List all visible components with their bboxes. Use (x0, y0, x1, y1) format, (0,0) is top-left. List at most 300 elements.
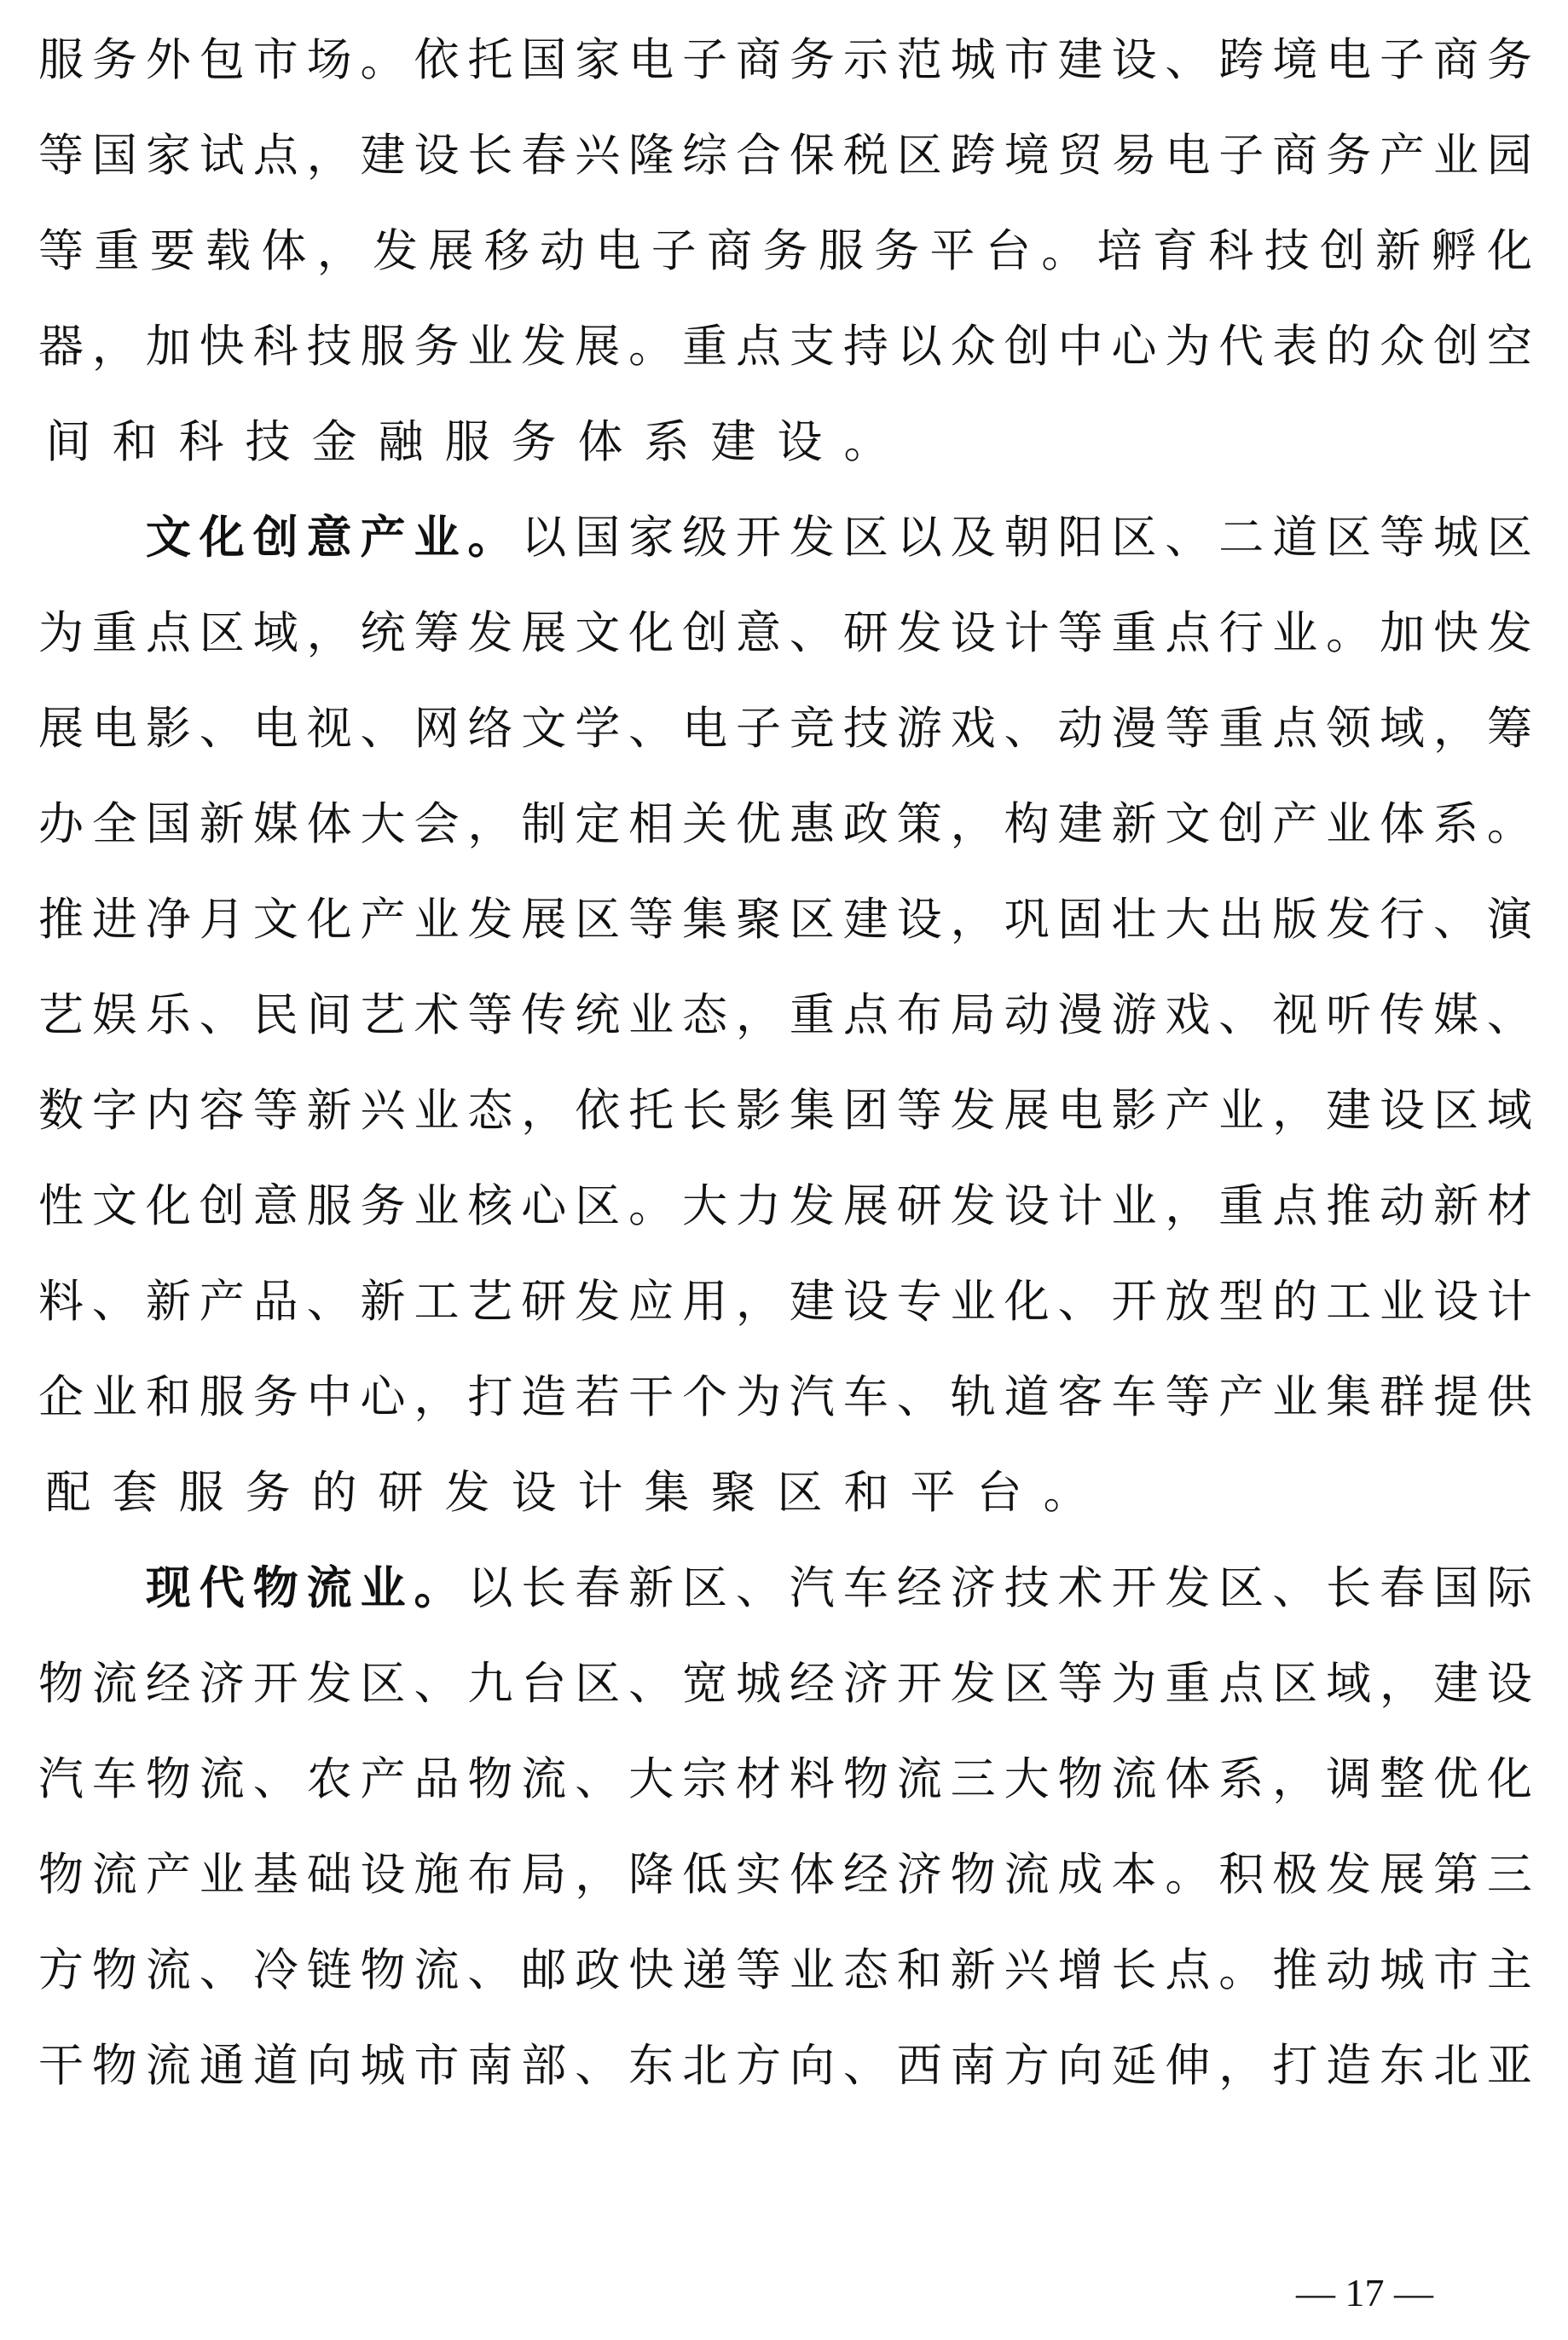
text-char: 育 (1152, 225, 1198, 277)
text-char: 流 (1111, 1753, 1157, 1805)
text-char: 专 (896, 1276, 942, 1328)
text-char: 子 (1380, 34, 1426, 86)
text-char: 筹 (1486, 703, 1532, 755)
text-char: 保 (789, 130, 835, 182)
text-char: 布 (896, 989, 942, 1041)
text-char: 干 (38, 2040, 84, 2092)
text-char: 区 (1326, 512, 1372, 564)
text-char: 春 (575, 1562, 621, 1614)
text-char: 外 (145, 34, 191, 86)
text-char: 发 (1486, 607, 1532, 659)
text-char: 众 (1380, 321, 1426, 373)
text-char: 领 (1326, 703, 1372, 755)
text-char: 设 (360, 1849, 406, 1901)
text-char: 化 (306, 894, 352, 946)
text-char: 区 (682, 1562, 728, 1614)
text-char: 加 (145, 321, 191, 373)
text-char: 区 (842, 512, 888, 564)
text-char: 套 (112, 1467, 158, 1519)
text-char: 点 (1218, 1658, 1264, 1710)
text-char: 建 (1432, 1658, 1478, 1710)
text-char: 等 (1165, 703, 1211, 755)
text-char: 文 (1165, 798, 1211, 850)
text-char: 推 (1326, 1180, 1372, 1232)
text-char: 区 (1218, 1562, 1264, 1614)
text-char: 竞 (789, 703, 835, 755)
lead-char: 创 (252, 512, 298, 564)
text-char: 业 (467, 321, 513, 373)
text-char: 税 (842, 130, 888, 182)
text-char: 道 (1272, 512, 1318, 564)
text-char: 融 (378, 416, 424, 468)
text-char: 建 (1326, 1085, 1372, 1137)
text-char: 间 (306, 989, 352, 1041)
text-char: 业 (1218, 1085, 1264, 1137)
text-char: 流 (414, 1944, 460, 1996)
text-char: 发 (467, 607, 513, 659)
text-char: 道 (252, 2040, 298, 2092)
text-char: 、 (842, 2040, 888, 2092)
text-char: 创 (682, 607, 728, 659)
text-char: ， (306, 130, 352, 182)
text-char: 物 (145, 1753, 191, 1805)
text-char: 制 (521, 798, 567, 850)
text-char: 市 (1004, 34, 1050, 86)
text-char: 创 (1432, 321, 1478, 373)
text-char: 创 (1004, 321, 1050, 373)
text-char: 材 (1486, 1180, 1532, 1232)
text-char: 宗 (682, 1753, 728, 1805)
text-char: 跨 (1218, 34, 1264, 86)
text-char: 惠 (789, 798, 835, 850)
text-char: 南 (950, 2040, 996, 2092)
lead-char: 现 (145, 1562, 191, 1614)
text-char: 产 (199, 1276, 245, 1328)
text-char: 艺 (360, 989, 406, 1041)
text-char: 品 (414, 1753, 460, 1805)
text-char: 间 (45, 416, 91, 468)
text-char: 视 (1272, 989, 1318, 1041)
text-char: 体 (789, 1849, 835, 1901)
text-char: 务 (91, 34, 137, 86)
text-char: 中 (1057, 321, 1103, 373)
text-char: 视 (306, 703, 352, 755)
text-char: 、 (360, 703, 406, 755)
text-char: 向 (1057, 2040, 1103, 2092)
text-char: 农 (306, 1753, 352, 1805)
text-char: 务 (789, 34, 835, 86)
text-char: ， (1432, 703, 1478, 755)
text-char: 壮 (1111, 894, 1157, 946)
text-char: 流 (91, 1849, 137, 1901)
text-char: 的 (1326, 321, 1372, 373)
text-char: 电 (252, 703, 298, 755)
text-char: 、 (1165, 34, 1211, 86)
lead-char: 。 (414, 1562, 460, 1614)
text-char: 动 (1004, 989, 1050, 1041)
text-char: 发 (789, 1180, 835, 1232)
text-char: 大 (360, 798, 406, 850)
text-char: 春 (521, 130, 567, 182)
indent-space (38, 490, 84, 586)
text-char: 影 (145, 703, 191, 755)
text-char: 等 (896, 1085, 942, 1137)
text-char: 点 (842, 989, 888, 1041)
text-char: 汽 (38, 1753, 84, 1805)
text-char: 城 (950, 34, 996, 86)
text-char: 系 (644, 416, 690, 468)
text-char: 用 (682, 1276, 728, 1328)
text-char: 济 (199, 1658, 245, 1710)
text-char: 传 (1380, 989, 1426, 1041)
text-char: 础 (306, 1849, 352, 1901)
text-char: 研 (521, 1276, 567, 1328)
text-char: 域 (1380, 703, 1426, 755)
text-char: 系 (1432, 798, 1478, 850)
text-char: 相 (628, 798, 674, 850)
text-char: 流 (521, 1753, 567, 1805)
text-char: 策 (896, 798, 942, 850)
text-line (38, 1254, 1532, 1350)
text-char: 化 (1486, 225, 1532, 277)
text-char: 术 (1057, 1562, 1103, 1614)
text-char: 、 (1218, 989, 1264, 1041)
text-char: 新 (145, 1276, 191, 1328)
text-char: 产 (1380, 130, 1426, 182)
text-char: 阳 (1057, 512, 1103, 564)
text-char: 集 (1326, 1371, 1372, 1423)
text-line (38, 1063, 1532, 1159)
text-char: 业 (1272, 607, 1318, 659)
text-line (38, 681, 1532, 777)
text-char: 为 (1165, 321, 1211, 373)
text-char: 创 (1218, 798, 1264, 850)
text-char: 技 (1004, 1562, 1050, 1614)
text-char: 新 (1111, 798, 1157, 850)
text-char: 为 (38, 607, 84, 659)
text-char: 市 (252, 34, 298, 86)
text-char: 向 (789, 2040, 835, 2092)
text-char: 化 (1486, 1753, 1532, 1805)
text-char: 子 (682, 34, 728, 86)
text-char: 降 (628, 1849, 674, 1901)
text-char: 国 (1432, 1562, 1478, 1614)
text-char: 研 (896, 1180, 942, 1232)
text-line (38, 872, 1532, 968)
text-char: 的 (311, 1467, 357, 1519)
text-char: 点 (145, 607, 191, 659)
text-char: 工 (1326, 1276, 1372, 1328)
text-char: 和 (145, 1371, 191, 1423)
text-char: 务 (252, 1371, 298, 1423)
text-char: ， (735, 989, 781, 1041)
text-char: 和 (112, 416, 158, 468)
text-char: 文 (252, 894, 298, 946)
text-char: 业 (414, 894, 460, 946)
text-char: 字 (91, 1085, 137, 1137)
text-char: 实 (735, 1849, 781, 1901)
text-char: 发 (575, 1276, 621, 1328)
text-char: 表 (1272, 321, 1318, 373)
text-char: 台 (976, 1467, 1022, 1519)
text-char: 推 (38, 894, 84, 946)
lead-char: 业 (360, 1562, 406, 1614)
text-char: 为 (735, 1371, 781, 1423)
text-char: 建 (710, 416, 756, 468)
text-char: 。 (1165, 1849, 1211, 1901)
text-char: ， (1272, 1085, 1318, 1137)
text-char: 技 (1264, 225, 1310, 277)
paragraph-3 (38, 1541, 1532, 2114)
text-char: 。 (843, 416, 889, 468)
text-char: 科 (252, 321, 298, 373)
text-char: 跨 (950, 130, 996, 182)
text-char: 、 (1272, 1562, 1318, 1614)
text-char: 子 (1218, 130, 1264, 182)
text-char: 服 (444, 416, 490, 468)
text-char: 集 (789, 1085, 835, 1137)
text-char: 区 (789, 894, 835, 946)
text-char: 创 (1319, 225, 1365, 277)
text-char: 链 (306, 1944, 352, 1996)
indent-space (38, 1541, 84, 1636)
text-char: 新 (306, 1085, 352, 1137)
text-line (38, 1350, 1532, 1445)
text-char: 化 (628, 607, 674, 659)
text-char: 兴 (1004, 1944, 1050, 1996)
text-char: 服 (818, 225, 864, 277)
text-char: 车 (842, 1562, 888, 1614)
text-char: 媒 (1432, 989, 1478, 1041)
lead-char: 文 (145, 512, 191, 564)
text-char: 行 (1380, 894, 1426, 946)
text-char: 成 (1057, 1849, 1103, 1901)
text-char: 孵 (1431, 225, 1477, 277)
text-char: 级 (682, 512, 728, 564)
text-char: 持 (842, 321, 888, 373)
text-char: 商 (1432, 34, 1478, 86)
text-char: 极 (1272, 1849, 1318, 1901)
text-char: 及 (950, 512, 996, 564)
text-char: 政 (575, 1944, 621, 1996)
text-char: 、 (789, 607, 835, 659)
text-char: 金 (311, 416, 357, 468)
text-char: 核 (467, 1180, 513, 1232)
text-char: 基 (252, 1849, 298, 1901)
text-char: 新 (1432, 1180, 1478, 1232)
text-char: 设 (1004, 1180, 1050, 1232)
text-char: 大 (1165, 894, 1211, 946)
text-char: 团 (842, 1085, 888, 1137)
text-char: 子 (735, 703, 781, 755)
text-char: 务 (360, 1180, 406, 1232)
text-char: 动 (1326, 1944, 1372, 1996)
text-char: 递 (682, 1944, 728, 1996)
text-char: 计 (1057, 1180, 1103, 1232)
text-char: 媒 (252, 798, 298, 850)
text-char: 电 (595, 225, 641, 277)
text-char: 设 (777, 416, 823, 468)
text-char: 会 (414, 798, 460, 850)
text-char: 托 (467, 34, 513, 86)
text-char: 影 (735, 1085, 781, 1137)
text-char: 兴 (575, 130, 621, 182)
text-char: 材 (735, 1753, 781, 1805)
text-char: 等 (252, 1085, 298, 1137)
text-char: 态 (842, 1944, 888, 1996)
text-char: 文 (575, 607, 621, 659)
text-char: 包 (199, 34, 245, 86)
text-char: 、 (199, 989, 245, 1041)
text-char: 道 (1004, 1371, 1050, 1423)
text-char: ， (306, 607, 352, 659)
text-char: 提 (1432, 1371, 1478, 1423)
text-char: 市 (1432, 1944, 1478, 1996)
text-char: 整 (1380, 1753, 1426, 1805)
text-char: 优 (735, 798, 781, 850)
text-char: 冷 (252, 1944, 298, 1996)
text-char: 业 (1111, 1180, 1157, 1232)
text-char: 展 (1380, 1849, 1426, 1901)
text-char: 客 (1057, 1371, 1103, 1423)
text-char: 北 (682, 2040, 728, 2092)
text-char: 以 (896, 321, 942, 373)
text-char: 九 (467, 1658, 513, 1710)
text-char: 定 (575, 798, 621, 850)
text-char: 新 (360, 1276, 406, 1328)
text-char: 快 (199, 321, 245, 373)
text-char: 。 (628, 1180, 674, 1232)
text-char: 全 (91, 798, 137, 850)
text-char: 物 (842, 1753, 888, 1805)
text-char: 设 (511, 1467, 557, 1519)
text-char: 创 (199, 1180, 245, 1232)
text-line (38, 395, 1532, 490)
text-line (38, 1445, 1532, 1541)
text-char: 。 (1043, 1467, 1089, 1519)
text-char: 移 (483, 225, 529, 277)
text-char: 商 (735, 34, 781, 86)
text-char: 影 (1111, 1085, 1157, 1137)
text-char: 国 (521, 34, 567, 86)
text-char: 。 (628, 321, 674, 373)
page-number: — 17 — (1296, 2271, 1433, 2314)
text-char: 产 (1165, 1085, 1211, 1137)
text-char: 境 (1272, 34, 1318, 86)
text-char: 心 (1111, 321, 1157, 373)
text-char: 物 (38, 1849, 84, 1901)
text-char: 经 (896, 1562, 942, 1614)
text-char: 戏 (950, 703, 996, 755)
text-char: 支 (789, 321, 835, 373)
text-char: 态 (682, 989, 728, 1041)
text-char: 区 (575, 1658, 621, 1710)
text-char: 物 (91, 2040, 137, 2092)
text-char: 、 (1432, 894, 1478, 946)
text-char: 物 (38, 1658, 84, 1710)
text-char: 国 (145, 798, 191, 850)
text-char: 大 (682, 1180, 728, 1232)
text-char: ， (91, 321, 137, 373)
text-char: 示 (842, 34, 888, 86)
text-char: 重 (1218, 703, 1264, 755)
text-char: 试 (199, 130, 245, 182)
lead-char: 物 (252, 1562, 298, 1614)
text-char: 开 (252, 1658, 298, 1710)
text-char: 、 (467, 1944, 513, 1996)
text-char: 网 (414, 703, 460, 755)
text-char: 品 (252, 1276, 298, 1328)
text-line (38, 1541, 1532, 1636)
text-char: 中 (306, 1371, 352, 1423)
text-char: 文 (91, 1180, 137, 1232)
text-char: 向 (306, 2040, 352, 2092)
text-char: 、 (896, 1371, 942, 1423)
text-char: 台 (985, 225, 1031, 277)
text-char: 南 (467, 2040, 513, 2092)
text-char: 场 (306, 34, 352, 86)
text-char: 车 (91, 1753, 137, 1805)
text-char: 城 (1380, 1944, 1426, 1996)
text-char: 统 (360, 607, 406, 659)
text-char: 依 (575, 1085, 621, 1137)
text-char: 区 (1432, 1085, 1478, 1137)
text-char: 业 (1432, 130, 1478, 182)
text-char: 、 (575, 1753, 621, 1805)
text-char: 区 (896, 130, 942, 182)
text-char: 流 (1004, 1849, 1050, 1901)
text-char: 和 (843, 1467, 889, 1519)
text-char: 境 (1004, 130, 1050, 182)
text-char: 、 (199, 703, 245, 755)
text-char: 设 (1432, 1276, 1478, 1328)
text-char: 、 (91, 1276, 137, 1328)
text-char: 建 (1057, 798, 1103, 850)
text-char: 空 (1486, 321, 1532, 373)
text-char: 展 (521, 894, 567, 946)
text-line (38, 586, 1532, 681)
text-char: 等 (467, 989, 513, 1041)
text-char: 游 (896, 703, 942, 755)
text-char: 综 (682, 130, 728, 182)
text-char: 低 (682, 1849, 728, 1901)
text-char: 服 (178, 1467, 224, 1519)
text-char: 、 (306, 1276, 352, 1328)
text-char: 快 (1432, 607, 1478, 659)
text-char: 新 (199, 798, 245, 850)
text-char: 建 (360, 130, 406, 182)
text-char: 以 (521, 512, 567, 564)
text-char: 打 (467, 1371, 513, 1423)
text-char: 商 (1272, 130, 1318, 182)
text-char: 二 (1218, 512, 1264, 564)
text-char: 业 (1272, 1371, 1318, 1423)
text-char: 、 (199, 1944, 245, 1996)
text-char: 科 (178, 416, 224, 468)
text-char: 等 (38, 130, 84, 182)
text-char: 系 (1218, 1753, 1264, 1805)
text-char: 发 (1165, 1562, 1211, 1614)
text-line (38, 777, 1532, 872)
text-char: 新 (950, 1944, 996, 1996)
text-char: 托 (628, 1085, 674, 1137)
text-char: 国 (91, 130, 137, 182)
text-char: 民 (252, 989, 298, 1041)
text-char: 载 (205, 225, 252, 277)
text-char: 技 (306, 321, 352, 373)
text-char: 域 (1326, 1658, 1372, 1710)
text-line (38, 1732, 1532, 1827)
